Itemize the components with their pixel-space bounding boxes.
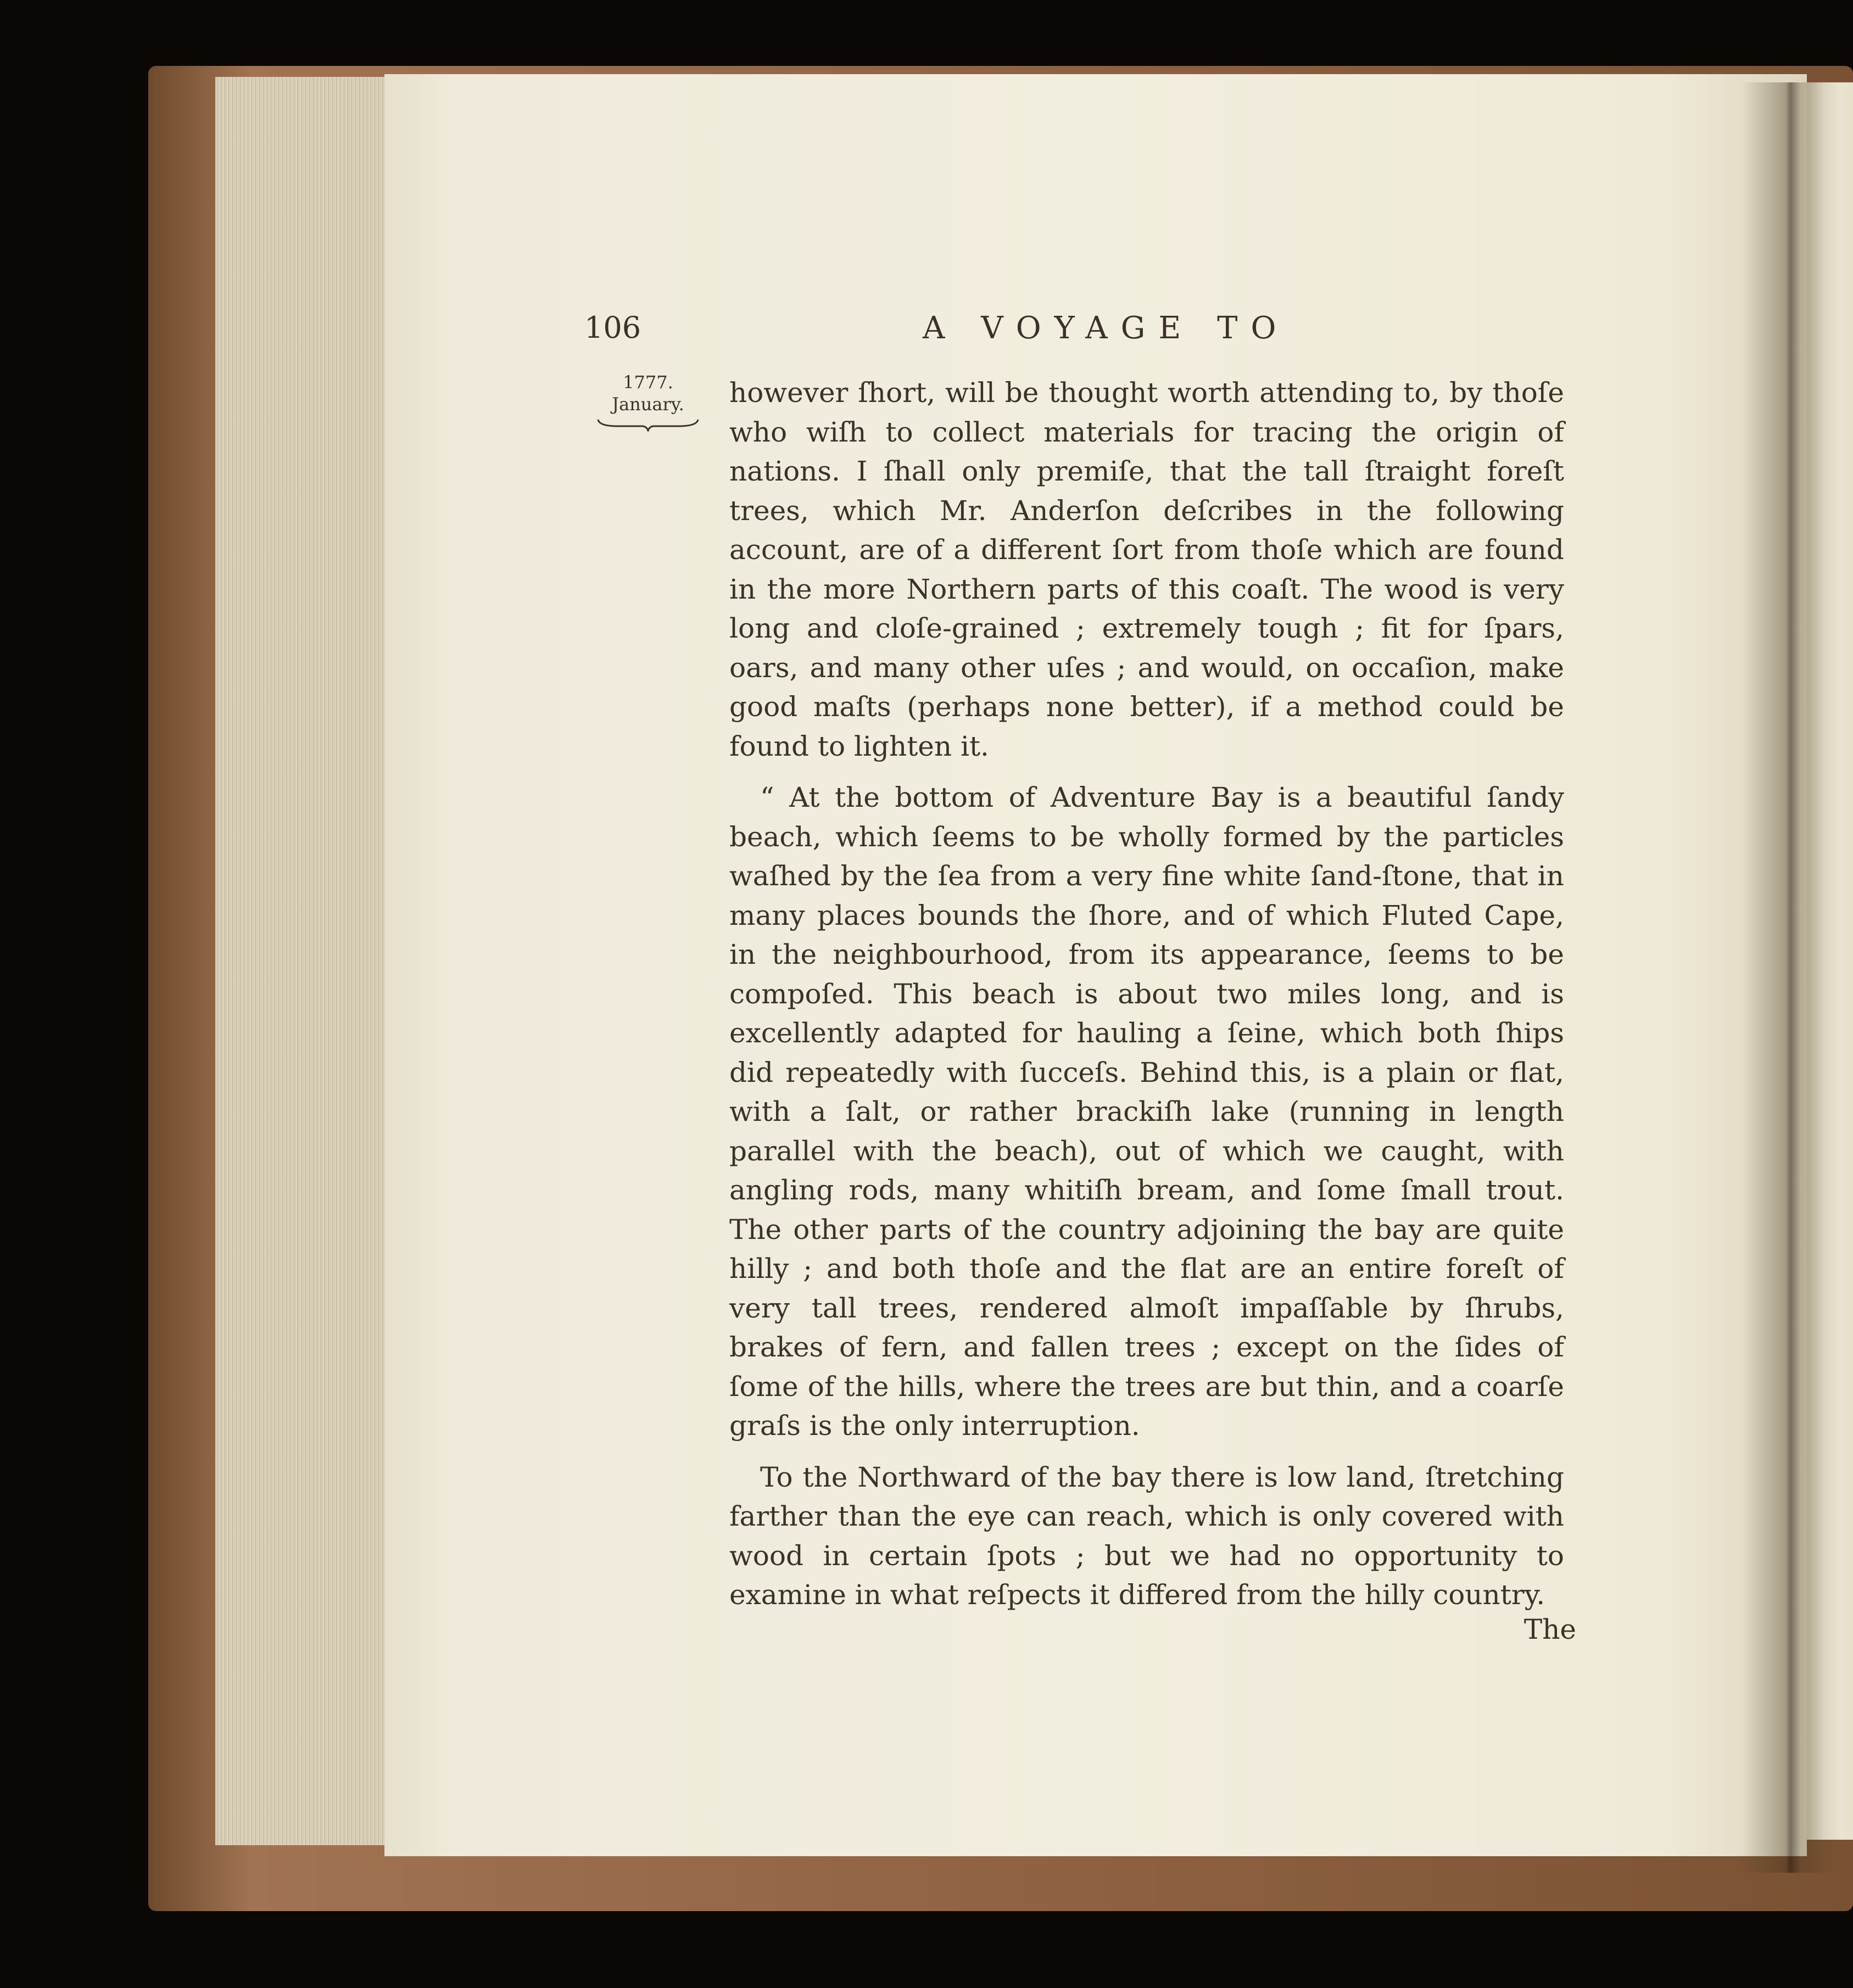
catchword: The xyxy=(1523,1613,1576,1645)
page-edges xyxy=(215,77,390,1845)
margin-note xyxy=(593,371,703,432)
running-head: A VOYAGE TO xyxy=(923,310,1290,346)
paragraph: however ſhort, will be thought worth attending to, by thoſe who wiſh to collect materials for tracing the origin of nations. I ſhall only premiſe, that the tall ſtraight foreſt trees, which Mr. Anderſon deſcribes in the following account, are of a different ſort from thoſe which are found in the more Northern parts of this coaſt. The wood is very long and cloſe-grained ; extremely tough ; fit for ſpars, oars, and many other uſes ; and would, on occaſion, make good maſts (perhaps none better), if a method could be found to lighten it. xyxy=(729,377,1564,762)
page-number: 106 xyxy=(584,310,641,345)
brace-icon xyxy=(596,416,700,432)
paragraph: To the Northward of the bay there is low land, ſtretching farther than the eye can reach, which is only covered with wood in certain ſpots ; but we had no opportunity to examine in what reſpects it differed from the hilly country. xyxy=(729,1461,1564,1611)
paragraph: “ At the bottom of Adventure Bay is a beautiful ſandy beach, which ſeems to be wholly formed by the particles waſhed by the ſea from a very fine white ſand-ſtone, that in many places bounds the ſhore, and of which Fluted Cape, in the neighbourhood, from its appearance, ſeems to be compoſed. This beach is about two miles long, and is excellently adapted for hauling a ſeine, which both ſhips did repeatedly with ſucceſs. Behind this, is a plain or flat, with a ſalt, or rather brackiſh lake (running in length parallel with the beach), out of which we caught, with angling rods, many whitiſh bream, and ſome ſmall trout. The other parts of the country adjoining the bay are quite hilly ; and both thoſe and the flat are an entire foreſt of very tall trees, rendered almoſt impaſſable by ſhrubs, brakes of fern, and fallen trees ; except on the ſides of ſome of the hills, where the trees are but thin, and a coarſe graſs is the only interruption. xyxy=(729,781,1564,1442)
margin-note-year: 1777. xyxy=(623,372,673,393)
body-text xyxy=(729,373,1564,1627)
gutter-shadow xyxy=(1741,82,1840,1873)
margin-note-month: January. xyxy=(612,394,684,415)
